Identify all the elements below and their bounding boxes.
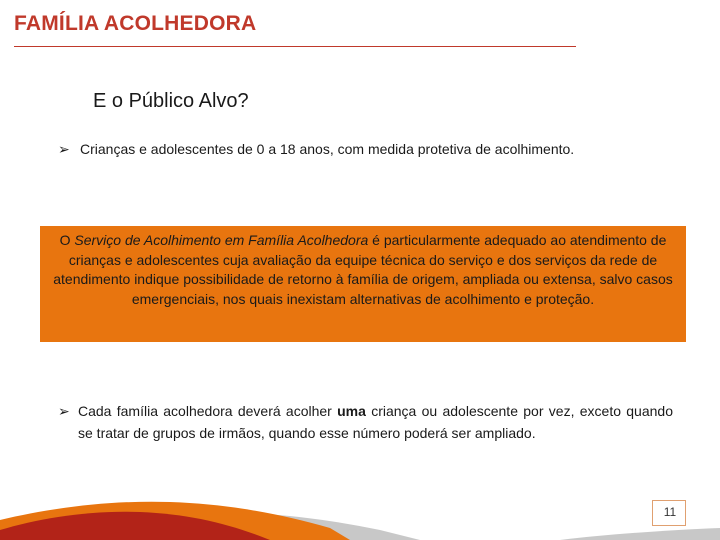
highlight-text-post: é particularmente adequado ao atendimento de crianças e adolescentes cuja avaliação da equipe técnica do serviço e dos serviços da rede de atendimento indique possibilidade de retorno à família de origem, ampliada ou extensa, salvo casos emergenciais, nos quais inexistam alternativas de acolhimento e proteção. [53,232,673,307]
highlight-text-italic: Serviço de Acolhimento em Família Acolhedora [74,232,369,248]
page-number: 11 [663,505,677,519]
footer-decoration [0,490,720,540]
page-title: FAMÍLIA ACOLHEDORA [14,12,257,35]
section-heading: E o Público Alvo? [93,90,249,112]
header-divider [14,46,576,47]
arrow-bullet-icon: ➢ [58,141,70,157]
arrow-bullet-icon: ➢ [58,403,70,419]
highlight-text-pre: O [59,232,75,248]
bullet-text: Crianças e adolescentes de 0 a 18 anos, com medida protetiva de acolhimento. [80,141,575,157]
bullet-text-pre: Cada família acolhedora deverá acolher [78,403,338,419]
highlight-box [40,226,686,342]
bullet-item-target-audience [58,138,678,160]
bullet-item-one-child-rule [58,400,673,444]
bullet-text-post: criança ou adolescente por vez, exceto quando se tratar de grupos de irmãos, quando esse número poderá ser ampliado. [78,403,673,441]
bullet-text-bold: uma [337,403,366,419]
footer-right-wave [560,528,720,540]
bullet-text [58,400,673,444]
